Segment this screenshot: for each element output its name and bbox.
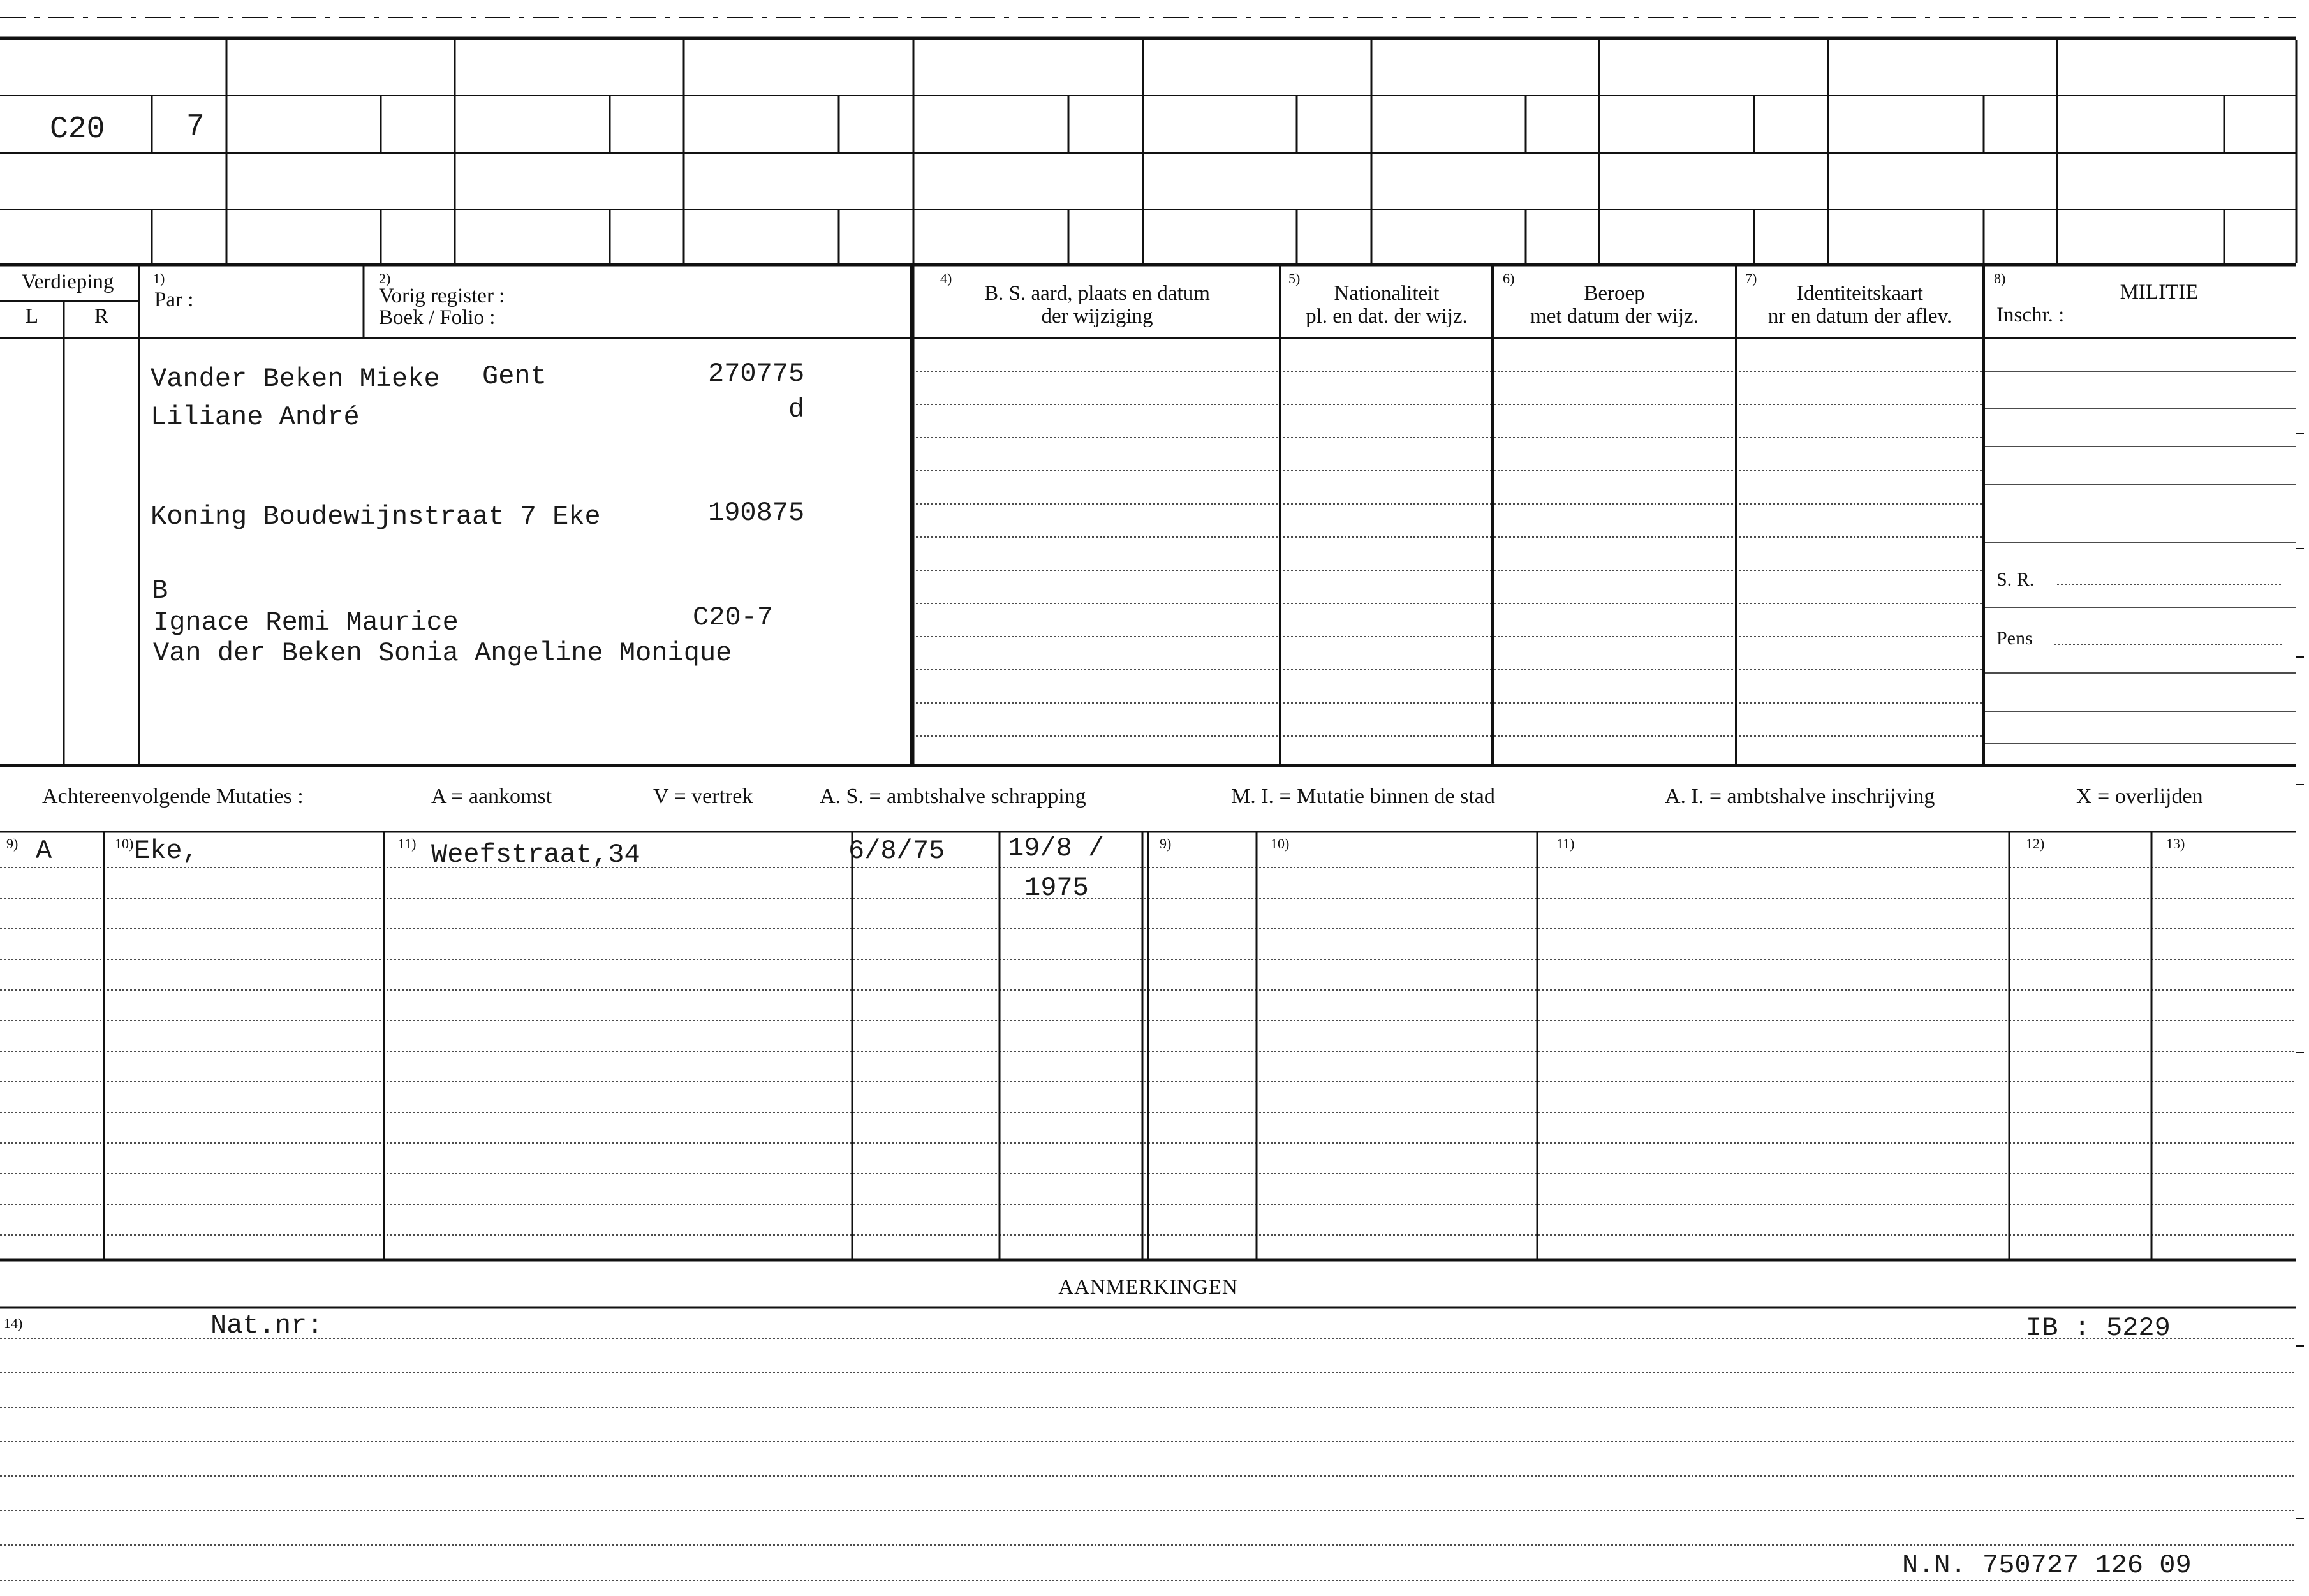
id-number: 7) — [1745, 270, 1757, 286]
par-number: 1) — [153, 270, 165, 286]
floor-left-label: L — [25, 305, 39, 328]
top-grid-number: 7 — [186, 110, 205, 144]
par-label: Par : — [154, 288, 194, 311]
legend-overlijden: X = overlijden — [2076, 785, 2203, 808]
bs-number: 4) — [940, 270, 952, 286]
mutation-place: Eke, — [134, 836, 198, 866]
mutation-street: Weefstraat,34 — [431, 839, 640, 870]
bs-label-line1: B. S. aard, plaats en datum — [984, 282, 1210, 305]
militie-number: 8) — [1994, 270, 2006, 286]
mother-names: Van der Beken Sonia Angeline Monique — [153, 638, 732, 669]
beroep-label: Beroep — [1584, 282, 1645, 305]
nat-number: 5) — [1288, 270, 1301, 286]
identiteitskaart-label: Identiteitskaart — [1797, 282, 1923, 305]
mutations-col9: 9) — [6, 836, 18, 852]
vorig-register-label: Vorig register : — [379, 284, 505, 307]
mutations-col9-right: 9) — [1160, 836, 1172, 852]
militie-sr-label: S. R. — [1996, 569, 2035, 590]
mutations-col10-right: 10) — [1271, 836, 1290, 852]
gender-mark: d — [788, 394, 805, 425]
bs-label-line2: der wijziging — [1041, 305, 1153, 328]
legend-inschrijving: A. I. = ambtshalve inschrijving — [1665, 785, 1935, 808]
top-grid-code: C20 — [50, 112, 105, 147]
boek-folio-label: Boek / Folio : — [379, 306, 496, 329]
mutations-col11-right: 11) — [1556, 836, 1575, 852]
address-date: 190875 — [708, 498, 805, 528]
vorig-number: 2) — [379, 270, 391, 286]
identiteitskaart-sub-label: nr en datum der aflev. — [1767, 305, 1952, 328]
militie-inschr-label: Inschr. : — [1996, 304, 2065, 327]
militie-pens-label: Pens — [1996, 628, 2033, 649]
nationality-mark: B — [152, 575, 168, 606]
floor-right-label: R — [94, 305, 108, 328]
birth-date: 270775 — [708, 358, 805, 389]
national-number-label: Nat.nr: — [210, 1310, 323, 1341]
remarks-number: 14) — [4, 1315, 23, 1331]
mutation-date-registered-year: 1975 — [1024, 873, 1089, 903]
beroep-number: 6) — [1503, 270, 1515, 286]
legend-aankomst: A = aankomst — [431, 785, 552, 808]
nationaliteit-sub-label: pl. en dat. der wijz. — [1306, 305, 1468, 328]
mutation-type: A — [36, 836, 52, 866]
beroep-sub-label: met datum der wijz. — [1530, 305, 1699, 328]
register-reference: C20-7 — [693, 602, 774, 633]
mutations-col13: 13) — [2166, 836, 2185, 852]
address: Koning Boudewijnstraat 7 Eke — [151, 501, 601, 532]
mutation-date: 6/8/75 — [848, 836, 945, 866]
remarks-title: AANMERKINGEN — [1058, 1276, 1238, 1299]
person-name: Vander Beken Mieke — [151, 364, 440, 394]
verdieping-label: Verdieping — [21, 270, 114, 293]
mutations-col12: 12) — [2026, 836, 2045, 852]
national-number-value: N.N. 750727 126 09 — [1902, 1550, 2192, 1581]
legend-title: Achtereenvolgende Mutaties : — [42, 785, 304, 808]
mutations-col11: 11) — [398, 836, 417, 852]
father-names: Ignace Remi Maurice — [153, 607, 459, 638]
birth-place: Gent — [482, 361, 547, 392]
person-given-names: Liliane André — [151, 402, 360, 432]
nationaliteit-label: Nationaliteit — [1334, 282, 1440, 305]
legend-vertrek: V = vertrek — [653, 785, 753, 808]
ib-number: IB : 5229 — [2026, 1313, 2171, 1343]
legend-mutatie: M. I. = Mutatie binnen de stad — [1231, 785, 1495, 808]
mutations-col10: 10) — [115, 836, 134, 852]
militie-title: MILITIE — [2120, 281, 2199, 304]
legend-schrapping: A. S. = ambtshalve schrapping — [820, 785, 1086, 808]
mutation-date-registered: 19/8 / — [1008, 833, 1105, 864]
